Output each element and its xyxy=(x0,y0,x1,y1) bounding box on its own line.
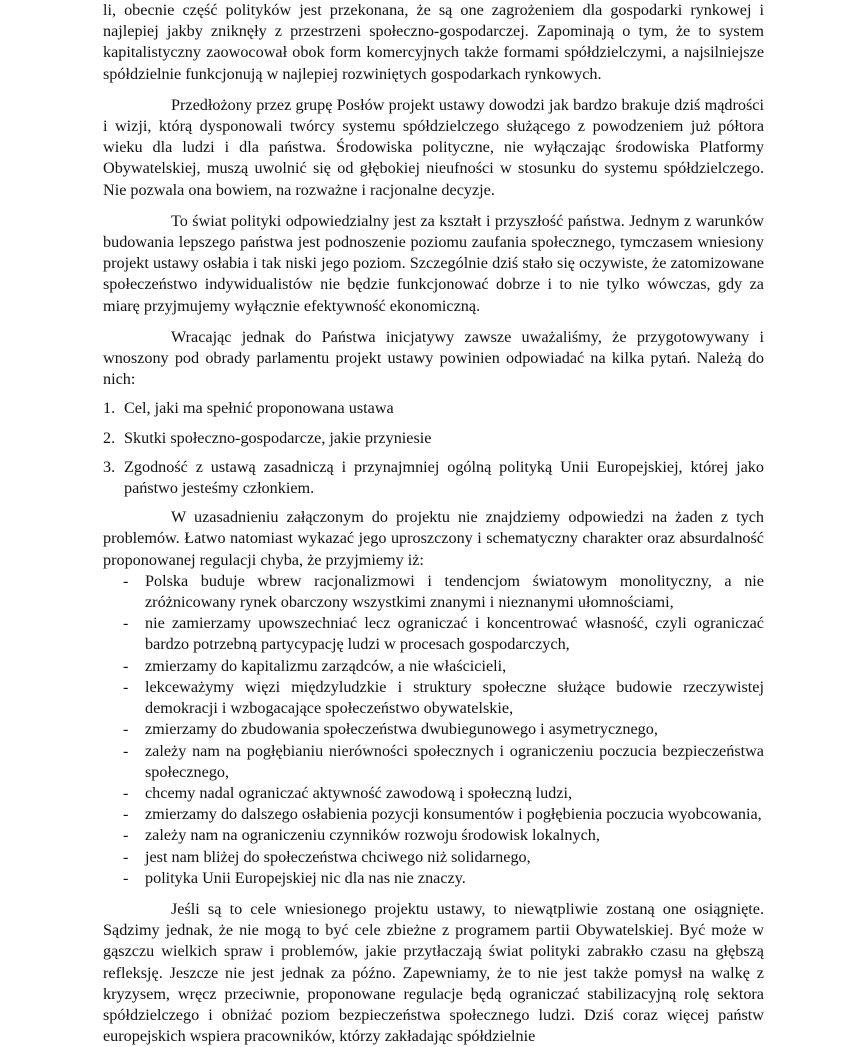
list-item xyxy=(103,428,764,449)
list-number: 2. xyxy=(103,428,116,447)
paragraph-intro: li, obecnie część polityków jest przekonana, że są one zagrożeniem dla gospodarki rynkowej i najlepiej jakby zniknęły z przestrzeni społeczno-gospodarczej. Zapominają o tym, że to system kapitalistyczny zaowocował obok form komercyjnych także formami spółdzielczymi, a najsilniejsze spółdzielnie funkcjonują w najlepiej rozwiniętych gospodarkach rynkowych. xyxy=(103,1,764,83)
paragraph-2: Przedłożony przez grupę Posłów projekt ustawy dowodzi jak bardzo brakuje dziś mądrości i wizji, którą dysponowali twórcy systemu spółdzielczego służącego z powodzeniem już półtora wieku dla ludzi i dla państwa. Środowiska polityczne, nie wyłączając środowiska Platformy Obywatelskiej, muszą uwolnić się od głębokiej nieufności w stosunku do systemu spółdzielczego. Nie pozwala ona bowiem, na rozważne i racjonalne decyzje. xyxy=(103,95,764,199)
paragraph-6: Jeśli są to cele wniesionego projektu ustawy, to niewątpliwie zostaną one osiągnięte. Sądzimy jednak, że nie mogą to być cele zbieżne z programem partii Obywatelskiej. Być może w gąszczu wielkich spraw i problemów, jakie przytłaczają świat polityki zabrakło czasu na głębszą refleksję. Jeszcze nie jest jednak za późno. Zapewniamy, że to nie jest także pomysł na walkę z kryzysem, wręcz przeciwnie, proponowane regulacje będą ograniczać stabilizacyjną rolę sektora spółdzielczego i obniżać poziom bezpieczeństwa społecznego ludzi. Dziś coraz więcej państw europejskich wspiera pracowników, którzy zakładając spółdzielnie xyxy=(103,899,764,1046)
document-page xyxy=(103,0,764,1047)
list-item xyxy=(103,825,764,846)
list-item xyxy=(103,847,764,868)
numbered-list xyxy=(103,398,764,499)
dash-marker: - xyxy=(123,805,129,824)
dash-marker: - xyxy=(123,826,129,845)
list-number: 3. xyxy=(103,457,116,476)
dash-marker: - xyxy=(123,847,129,866)
dash-marker: - xyxy=(123,656,129,675)
dash-marker: - xyxy=(123,868,129,887)
paragraph-4: Wracając jednak do Państwa inicjatywy zawsze uważaliśmy, że przygotowywany i wnoszony pod obrady parlamentu projekt ustawy powinien odpowiadać na kilka pytań. Należą do nich: xyxy=(103,327,764,389)
list-number: 1. xyxy=(103,399,116,418)
list-item-text: chcemy nadal ograniczać aktywność zawodową i społeczną ludzi, xyxy=(145,783,572,802)
list-item-text: jest nam bliżej do społeczeństwa chciwego niż solidarnego, xyxy=(145,847,531,866)
list-item-text: zależy nam na pogłębianiu nierówności społecznych i ograniczeniu poczucia bezpieczeństwa społecznego, xyxy=(145,741,764,781)
list-item xyxy=(103,719,764,740)
list-item xyxy=(103,868,764,889)
paragraph-5: W uzasadnieniu załączonym do projektu nie znajdziemy odpowiedzi na żaden z tych problemów. Łatwo natomiast wykazać jego uproszczony i schematyczny charakter oraz absurdalność proponowanej regulacji chyba, że przyjmiemy iż: xyxy=(103,508,764,569)
list-item-text: zmierzamy do dalszego osłabienia pozycji konsumentów i pogłębienia poczucia wyobcowania, xyxy=(145,805,762,824)
dash-marker: - xyxy=(123,571,129,590)
list-item-text: Skutki społeczno-gospodarcze, jakie przyniesie xyxy=(124,428,432,447)
list-item-text: polityka Unii Europejskiej nic dla nas nie znaczy. xyxy=(145,868,466,887)
list-item-text: Polska buduje wbrew racjonalizmowi i tendencjom światowym monolityczny, a nie zróżnicowany rynek obarczony wszystkimi znanymi i nieznanymi ułomnościami, xyxy=(145,571,764,612)
dash-marker: - xyxy=(123,741,129,760)
list-item xyxy=(103,571,764,613)
list-item xyxy=(103,457,764,499)
dash-marker: - xyxy=(123,783,129,802)
list-item xyxy=(103,804,764,825)
list-item xyxy=(103,741,764,783)
list-item-text: Cel, jaki ma spełnić proponowana ustawa xyxy=(124,399,394,418)
paragraph-3: To świat polityki odpowiedzialny jest za kształt i przyszłość państwa. Jednym z warunków budowania lepszego państwa jest podnoszenie poziomu zaufania społecznego, tymczasem wniesiony projekt ustawy osłabia i tak niski jego poziom. Szczególnie dziś stało się oczywiste, że zatomizowane społeczeństwo indywidualistów nie będzie funkcjonować dobrze i to nie tylko wówczas, gdy za miarę przyjmujemy wyłącznie efektywność ekonomiczną. xyxy=(103,211,764,315)
dash-marker: - xyxy=(123,614,129,633)
dash-marker: - xyxy=(123,677,129,696)
list-item-text: zależy nam na ograniczeniu czynników rozwoju środowisk lokalnych, xyxy=(145,826,600,845)
list-item xyxy=(103,783,764,804)
list-item xyxy=(103,677,764,719)
dash-list xyxy=(103,571,764,889)
list-item-text: lekceważymy więzi międzyludzkie i struktury społeczne służące budowie rzeczywistej demokracji i wzbogacające społeczeństwo obywatelskie, xyxy=(145,677,764,718)
list-item xyxy=(103,613,764,655)
list-item xyxy=(103,398,764,419)
list-item xyxy=(103,656,764,677)
list-item-text: nie zamierzamy upowszechniać lecz ograniczać i koncentrować własność, czyli ograniczać bardzo potrzebną partycypację ludzi w procesach gospodarczych, xyxy=(145,614,764,654)
dash-marker: - xyxy=(123,720,129,739)
list-item-text: zmierzamy do zbudowania społeczeństwa dwubiegunowego i asymetrycznego, xyxy=(145,720,658,739)
list-item-text: zmierzamy do kapitalizmu zarządców, a nie właścicieli, xyxy=(145,656,507,675)
list-item-text: Zgodność z ustawą zasadniczą i przynajmniej ogólną polityką Unii Europejskiej, której jako państwo jesteśmy członkiem. xyxy=(124,457,764,498)
